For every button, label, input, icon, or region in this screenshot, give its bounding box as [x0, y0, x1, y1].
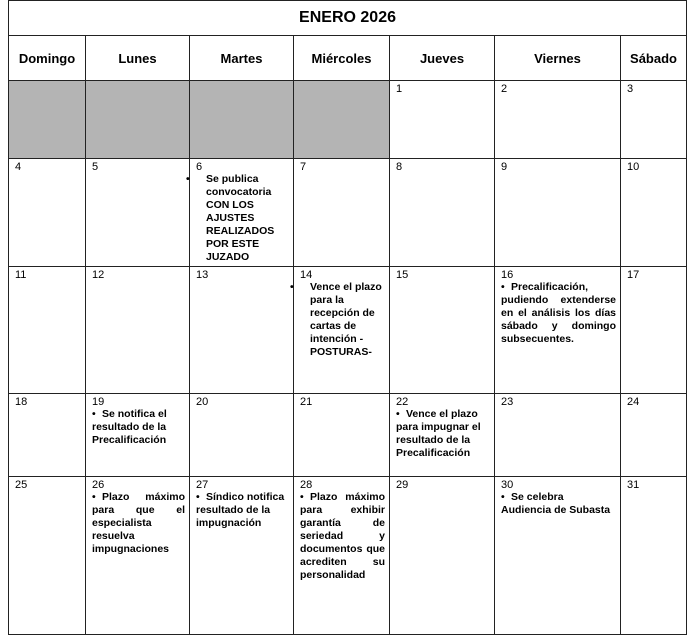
weekday-header: Domingo: [9, 36, 86, 81]
day-cell: [621, 267, 687, 394]
bullet-icon: •: [300, 491, 304, 503]
day-cell: [621, 81, 687, 159]
day-cell: [9, 394, 86, 477]
day-number: 25: [15, 479, 28, 491]
event-list: [495, 281, 620, 346]
day-number: 4: [15, 161, 22, 173]
weekday-header-row: [9, 36, 687, 81]
event-text: Vence el plazo para la recepción de cartas de intención -POSTURAS-: [310, 281, 382, 358]
week-row: [9, 394, 687, 477]
day-number: 20: [196, 396, 209, 408]
bullet-icon: •: [501, 281, 505, 293]
event-list: [495, 491, 620, 517]
event-note: [501, 281, 616, 346]
weekday-header: Jueves: [390, 36, 495, 81]
event-note: [290, 281, 385, 359]
event-note: [501, 491, 616, 517]
weekday-header: Viernes: [495, 36, 621, 81]
day-number: 11: [15, 269, 27, 281]
day-cell: [294, 394, 390, 477]
event-list: [390, 408, 494, 460]
day-number: 10: [627, 161, 640, 173]
day-cell: [621, 394, 687, 477]
day-number: 3: [627, 83, 634, 95]
event-note: [300, 491, 385, 582]
day-number: 19: [92, 396, 105, 408]
calendar: [8, 0, 686, 636]
day-number: 2: [501, 83, 508, 95]
day-number: 22: [396, 396, 409, 408]
day-number: 24: [627, 396, 640, 408]
week-row: [9, 477, 687, 635]
day-number: 8: [396, 161, 403, 173]
day-cell: [294, 477, 390, 635]
day-number: 28: [300, 479, 313, 491]
bullet-icon: •: [186, 173, 190, 185]
bullet-icon: •: [92, 408, 96, 420]
event-note: [92, 491, 185, 556]
day-cell: [495, 477, 621, 635]
day-number: 18: [15, 396, 28, 408]
bullet-icon: •: [290, 281, 294, 293]
day-cell: [495, 394, 621, 477]
empty-day-cell: [294, 81, 390, 159]
day-cell: [290, 267, 390, 394]
day-cell: [621, 159, 687, 267]
event-list: [86, 491, 189, 556]
day-number: 13: [196, 269, 209, 281]
event-text: Se celebra Audiencia de Subasta: [501, 491, 611, 516]
weekday-header: Lunes: [86, 36, 190, 81]
day-cell: [495, 267, 621, 394]
event-text: Plazo máximo para exhibir garantía de seriedad y documentos que acrediten su personalidad: [300, 491, 385, 581]
event-list: [294, 491, 389, 582]
calendar-table: [8, 0, 687, 635]
event-list: [290, 281, 389, 359]
event-text: Precalificación, pudiendo extenderse en el análisis los días sábado y domingo subsecuentes.: [501, 281, 616, 345]
event-text: Se notifica el resultado de la Precalificación: [92, 408, 167, 446]
day-number: 15: [396, 269, 409, 281]
day-cell: [390, 267, 495, 394]
event-list: [190, 491, 293, 530]
event-text: Vence el plazo para impugnar el resultado de la Precalificación: [396, 408, 481, 459]
day-number: 21: [300, 396, 313, 408]
day-number: 26: [92, 479, 105, 491]
day-cell: [390, 477, 495, 635]
empty-day-cell: [9, 81, 86, 159]
day-cell: [495, 81, 621, 159]
day-cell: [390, 394, 495, 477]
day-cell: [190, 394, 294, 477]
day-number: 27: [196, 479, 209, 491]
weekday-header: Martes: [190, 36, 294, 81]
event-note: [196, 491, 289, 530]
day-cell: [86, 477, 190, 635]
event-note: [92, 408, 185, 447]
day-number: 7: [300, 161, 307, 173]
week-row: [9, 81, 687, 159]
day-number: 5: [92, 161, 99, 173]
bullet-icon: •: [396, 408, 400, 420]
event-list: [86, 408, 189, 447]
event-list: [186, 173, 293, 264]
day-cell: [390, 159, 495, 267]
week-row: [9, 159, 687, 267]
day-number: 30: [501, 479, 514, 491]
bullet-icon: •: [92, 491, 96, 503]
day-cell: [9, 477, 86, 635]
calendar-body: [9, 81, 687, 635]
day-number: 6: [196, 161, 203, 173]
event-text: Se publica convocatoria CON LOS AJUSTES REALIZADOS POR ESTE JUZADO: [206, 173, 275, 263]
event-text: Plazo máximo para que el especialista resuelva impugnaciones: [92, 491, 185, 555]
day-cell: [190, 477, 294, 635]
empty-day-cell: [86, 81, 190, 159]
day-cell: [190, 267, 294, 394]
day-number: 9: [501, 161, 508, 173]
day-number: 14: [300, 269, 313, 281]
event-text: Síndico notifica resultado de la impugnación: [196, 491, 285, 529]
day-number: 16: [501, 269, 514, 281]
day-number: 12: [92, 269, 105, 281]
empty-day-cell: [190, 81, 294, 159]
bullet-icon: •: [501, 491, 505, 503]
day-number: 23: [501, 396, 514, 408]
day-cell: [86, 267, 190, 394]
day-number: 17: [627, 269, 640, 281]
day-cell: [294, 159, 390, 267]
day-number: 31: [627, 479, 640, 491]
day-number: 29: [396, 479, 409, 491]
day-number: 1: [396, 83, 403, 95]
weekday-header: Sábado: [621, 36, 687, 81]
calendar-title: ENERO 2026: [9, 1, 687, 36]
day-cell: [86, 159, 190, 267]
day-cell: [186, 159, 294, 267]
week-row: [9, 267, 687, 394]
day-cell: [390, 81, 495, 159]
event-note: [396, 408, 490, 460]
day-cell: [9, 267, 86, 394]
day-cell: [9, 159, 86, 267]
day-cell: [495, 159, 621, 267]
bullet-icon: •: [196, 491, 200, 503]
event-note: [186, 173, 289, 264]
weekday-header: Miércoles: [294, 36, 390, 81]
day-cell: [86, 394, 190, 477]
day-cell: [621, 477, 687, 635]
